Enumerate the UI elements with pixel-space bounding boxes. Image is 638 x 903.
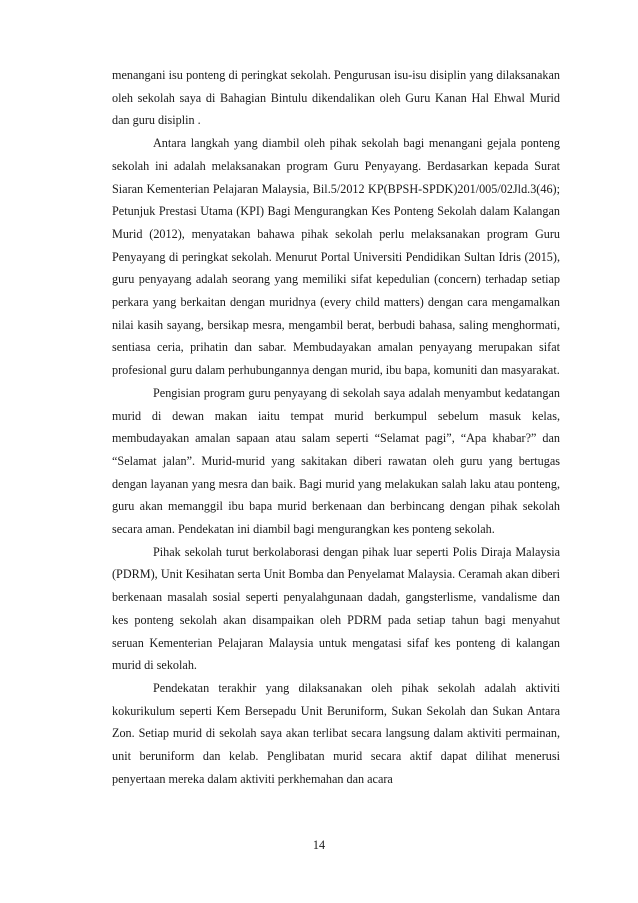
paragraph-5: Pendekatan terakhir yang dilaksanakan oleh pihak sekolah adalah aktiviti kokurikulum seperti Kem Bersepadu Unit Beruniform, Sukan Sekolah dan Sukan Antara Zon. Setiap murid di sekolah saya akan terlibat secara langsung dalam aktiviti permainan, unit beruniform dan kelab. Penglibatan murid secara aktif dapat dilihat menerusi penyertaan mereka dalam aktiviti perkhemahan dan acara — [112, 680, 560, 786]
paragraph-2: Antara langkah yang diambil oleh pihak sekolah bagi menangani gejala ponteng sekolah ini adalah melaksanakan program Guru Penyayang. Berdasarkan kepada Surat Siaran Kementerian Pelajaran Malaysia, Bil.5/2012 KP(BPSH-SPDK)201/005/02Jld.3(46); Petunjuk Prestasi Utama (KPI) Bagi Mengurangkan Kes Ponteng Sekolah dalam Kalangan Murid (2012), menyatakan bahawa pihak sekolah perlu melaksanakan program Guru Penyayang di peringkat sekolah. Menurut Portal Universiti Pendidikan Sultan Idris (2015), guru penyayang adalah seorang yang memiliki sifat kepedulian (concern) terhadap setiap perkara yang berkaitan dengan muridnya (every child matters) dengan cara mengamalkan nilai kasih sayang, bersikap mesra, mengambil berat, berbudi bahasa, saling menghormati, sentiasa ceria, prihatin dan sabar. Membudayakan amalan penyayang merupakan sifat profesional guru dalam perhubungannya dengan murid, ibu bapa, komuniti dan masyarakat. — [112, 136, 560, 378]
paragraph-1: menangani isu ponteng di peringkat sekolah. Pengurusan isu-isu disiplin yang dilaksanakan oleh sekolah saya di Bahagian Bintulu dikendalikan oleh Guru Kanan Hal Ehwal Murid dan guru disiplin . — [112, 68, 560, 128]
page-number: 14 — [312, 838, 326, 852]
document-body — [112, 64, 560, 791]
paragraph-4: Pihak sekolah turut berkolaborasi dengan pihak luar seperti Polis Diraja Malaysia (PDRM), Unit Kesihatan serta Unit Bomba dan Penyelamat Malaysia. Ceramah akan diberi berkenaan masalah sosial seperti penyalahgunaan dadah, gangsterlisme, vandalisme dan kes ponteng sekolah akan disampaikan oleh PDRM pada setiap tahun bagi menyahut seruan Kementerian Pelajaran Malaysia untuk mengatasi sifaf kes ponteng di kalangan murid di sekolah. — [112, 544, 560, 673]
paragraph-3: Pengisian program guru penyayang di sekolah saya adalah menyambut kedatangan murid di dewan makan iaitu tempat murid berkumpul sebelum masuk kelas, membudayakan amalan sapaan atau salam seperti “Selamat pagi”, “Apa khabar?” dan “Selamat jalan”. Murid-murid yang sakitakan diberi rawatan oleh guru yang bertugas dengan layanan yang mesra dan baik. Bagi murid yang melakukan salah laku atau ponteng, guru akan memanggil ibu bapa murid berkenaan dan berbincang dengan pihak sekolah secara aman. Pendekatan ini diambil bagi mengurangkan kes ponteng sekolah. — [112, 385, 560, 537]
